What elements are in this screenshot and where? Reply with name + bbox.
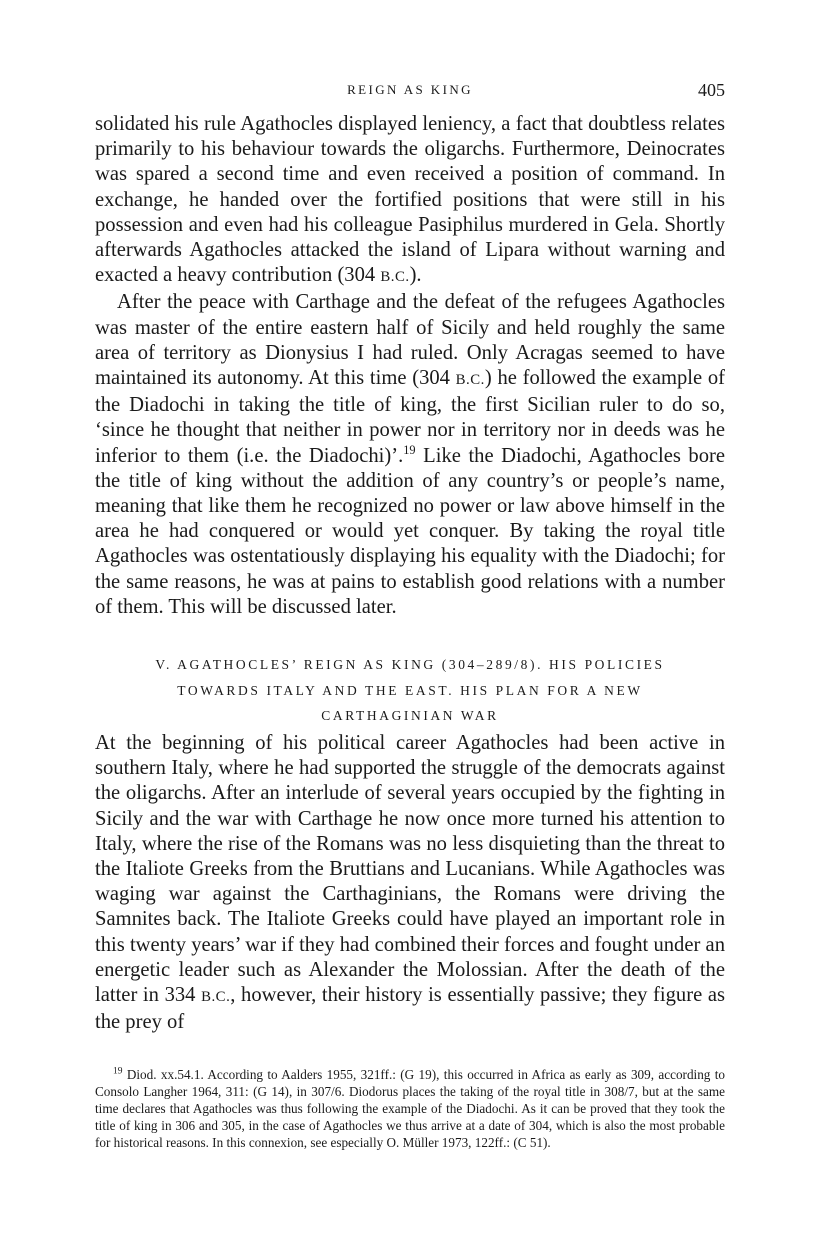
- section-heading-line-2: TOWARDS ITALY AND THE EAST. HIS PLAN FOR A NEW: [177, 682, 643, 698]
- section-paragraph: At the beginning of his political career Agathocles had been active in southern Italy, where he had supported the struggle of the democrats against the oligarchs. After an interlude of several years occupied by the fighting in Sicily and the war with Carthage he now once more turned his attention to Italy, where the rise of the Romans was no less disquieting than the threat to the Italiote Greeks from the Bruttians and Lucanians. While Agathocles was waging war against the Carthaginians, the Romans were driving the Samnites back. The Italiote Greeks could have played an important role in this twenty years’ war if they had combined their forces and fought under an energetic leader such as Alexander the Molossian. After the death of the latter in 334 B.C., however, their history is essentially passive; they figure as the prey of: [95, 732, 725, 1034]
- body-text-section: [95, 731, 725, 1035]
- paragraph-1: solidated his rule Agathocles displayed leniency, a fact that doubtless relates primarily to his behaviour towards the oligarchs. Furthermore, Deinocrates was spared a second time and even received a position of command. In exchange, he handed over the fortified positions that were still in his possession and even had his colleague Pasiphilus murdered in Gela. Shortly afterwards Agathocles attacked the island of Lipara without warning and exacted a heavy contribution (304 B.C.).: [95, 113, 725, 287]
- paragraph-2-continued: Like the Diadochi, Agathocles bore the title of king without the addition of any country’s or people’s name, meaning that like them he recognized no power or law above himself in the area he had conquered or would yet conquer. By taking the royal title Agathocles was ostentatiously displaying his equality with the Diadochi; for the same reasons, he was at pains to establish good relations with a number of them. This will be discussed later.: [95, 444, 726, 618]
- paragraph-2: [95, 290, 725, 620]
- era-abbreviation: B.C.: [201, 989, 231, 1006]
- footnote: [95, 1067, 725, 1152]
- running-head: [95, 80, 725, 102]
- paragraph-2-text: After the peace with Carthage and the defeat of the refugees Agathocles was master of the entire eastern half of Sicily and held roughly the same area of territory as Dionysius I had ruled. Only Acragas seemed to have maintained its autonomy. At this time (304 B.C.) he followed the example of the Diadochi in taking the title of king, the first Sicilian ruler to do so, ‘since he thought that neither in power nor in territory nor in deeds was he inferior to them (i.e. the Diadochi)’.: [95, 291, 725, 467]
- era-abbreviation: B.C.: [455, 372, 485, 389]
- footnote-text: Diod. xx.54.1. According to Aalders 1955, 321ff.: (G 19), this occurred in Africa as early as 309, according to Consolo Langher 1964, 311: (G 14), in 307/6. Diodorus places the taking of the royal title in 308/7, but at the same time declares that Agathocles was thus following the example of the Diadochi. As it can be proved that they took the title of king in 306 and 305, in the case of Agathocles we thus arrive at a date of 304, which is also the most probable for historical reasons. In this connexion, see especially O. Müller 1973, 122ff.: (C 51).: [95, 1067, 725, 1150]
- section-heading-line-3: CARTHAGINIAN WAR: [321, 708, 499, 723]
- body-text-top: [95, 112, 725, 620]
- era-abbreviation: B.C.: [380, 269, 410, 286]
- footnote-reference: 19: [403, 442, 416, 457]
- running-title: REIGN AS KING: [347, 82, 473, 97]
- section-heading: [95, 652, 725, 729]
- page-number: 405: [698, 80, 725, 100]
- section-heading-line-1: V. AGATHOCLES’ REIGN AS KING (304–289/8). HIS POLICIES: [155, 657, 665, 672]
- footnote-number: 19: [113, 1066, 123, 1077]
